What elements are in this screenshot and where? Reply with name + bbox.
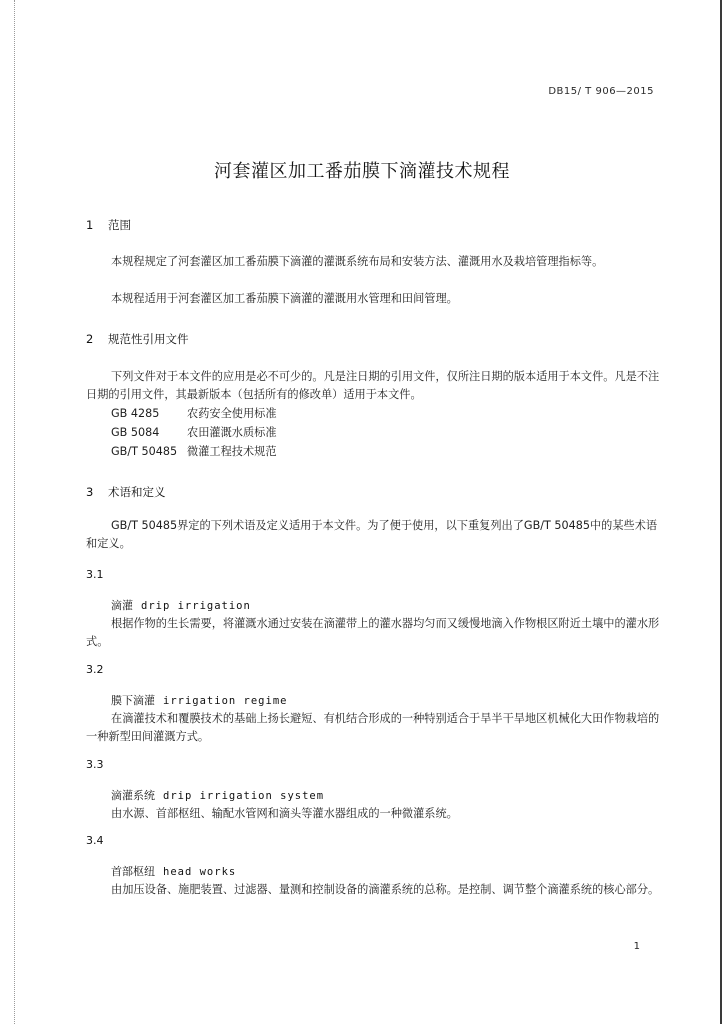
term-3-1-heading (111, 597, 251, 613)
term-en: irrigation regime (163, 695, 288, 707)
scan-edge-left (14, 0, 15, 1024)
section-3-title: 术语和定义 (108, 485, 166, 499)
section-3-heading (86, 484, 166, 500)
clause-3-1-number: 3.1 (86, 568, 104, 581)
term-3-3-heading (111, 787, 324, 803)
term-3-2-definition: 在滴灌技术和覆膜技术的基础上扬长避短、有机结合形成的一种特别适合于旱半干旱地区机械化大田作物栽培的一种新型田间灌溉方式。 (86, 712, 660, 743)
clause-3-3-number: 3.3 (86, 758, 104, 771)
section-1-title: 范围 (108, 218, 131, 232)
section-1-paragraph-1: 本规程规定了河套灌区加工番茄膜下滴灌的灌溉系统布局和安装方法、灌溉用水及栽培管理指标等。 (111, 255, 604, 268)
term-3-1-definition: 根据作物的生长需要，将灌溉水通过安装在滴灌带上的灌水器均匀而又缓慢地滴入作物根区附近土壤中的灌水形式。 (86, 617, 660, 648)
reference-code: GB 5084 (111, 426, 160, 439)
term-en: drip irrigation system (163, 790, 325, 802)
term-3-2-heading (111, 692, 287, 708)
section-1-number: 1 (86, 218, 94, 232)
clause-3-2-number: 3.2 (86, 663, 104, 676)
reference-name: 微灌工程技术规范 (187, 445, 277, 458)
term-3-4-definition: 由加压设备、施肥装置、过滤器、量测和控制设备的滴灌系统的总称。是控制、调节整个滴灌系统的核心部分。 (111, 883, 660, 896)
standard-code: DB15/ T 906—2015 (548, 86, 654, 97)
term-zh: 首部枢纽 (111, 865, 155, 878)
reference-name: 农药安全使用标准 (187, 407, 277, 420)
term-3-3-definition: 由水源、首部枢纽、输配水管网和滴头等灌水器组成的一种微灌系统。 (111, 807, 458, 820)
reference-item (111, 424, 277, 442)
scan-edge-right (720, 0, 722, 1024)
page-number: 1 (633, 941, 640, 952)
reference-code: GB 4285 (111, 407, 160, 420)
term-en: head works (163, 866, 237, 878)
clause-3-4-number: 3.4 (86, 834, 104, 847)
reference-item (111, 405, 277, 423)
term-zh: 膜下滴灌 (111, 694, 155, 707)
section-1-paragraph-2: 本规程适用于河套灌区加工番茄膜下滴灌的灌溉用水管理和田间管理。 (111, 292, 458, 305)
section-1-heading (86, 217, 131, 233)
section-3-paragraph: GB/T 50485界定的下列术语及定义适用于本文件。为了便于使用，以下重复列出了GB/T 50485中的某些术语和定义。 (86, 519, 658, 550)
document-title: 河套灌区加工番茄膜下滴灌技术规程 (214, 161, 510, 182)
section-2-paragraph: 下列文件对于本文件的应用是必不可少的。凡是注日期的引用文件，仅所注日期的版本适用于本文件。凡是不注日期的引用文件，其最新版本（包括所有的修改单）适用于本文件。 (86, 370, 660, 401)
section-2-title: 规范性引用文件 (108, 332, 189, 346)
term-3-4-heading (111, 863, 236, 879)
reference-name: 农田灌溉水质标准 (187, 426, 277, 439)
term-zh: 滴灌系统 (111, 789, 155, 802)
section-3-number: 3 (86, 485, 94, 499)
section-2-heading (86, 331, 189, 347)
reference-item (111, 443, 277, 461)
section-2-number: 2 (86, 332, 94, 346)
term-en: drip irrigation (141, 600, 251, 612)
term-zh: 滴灌 (111, 599, 133, 612)
reference-code: GB/T 50485 (111, 445, 178, 458)
